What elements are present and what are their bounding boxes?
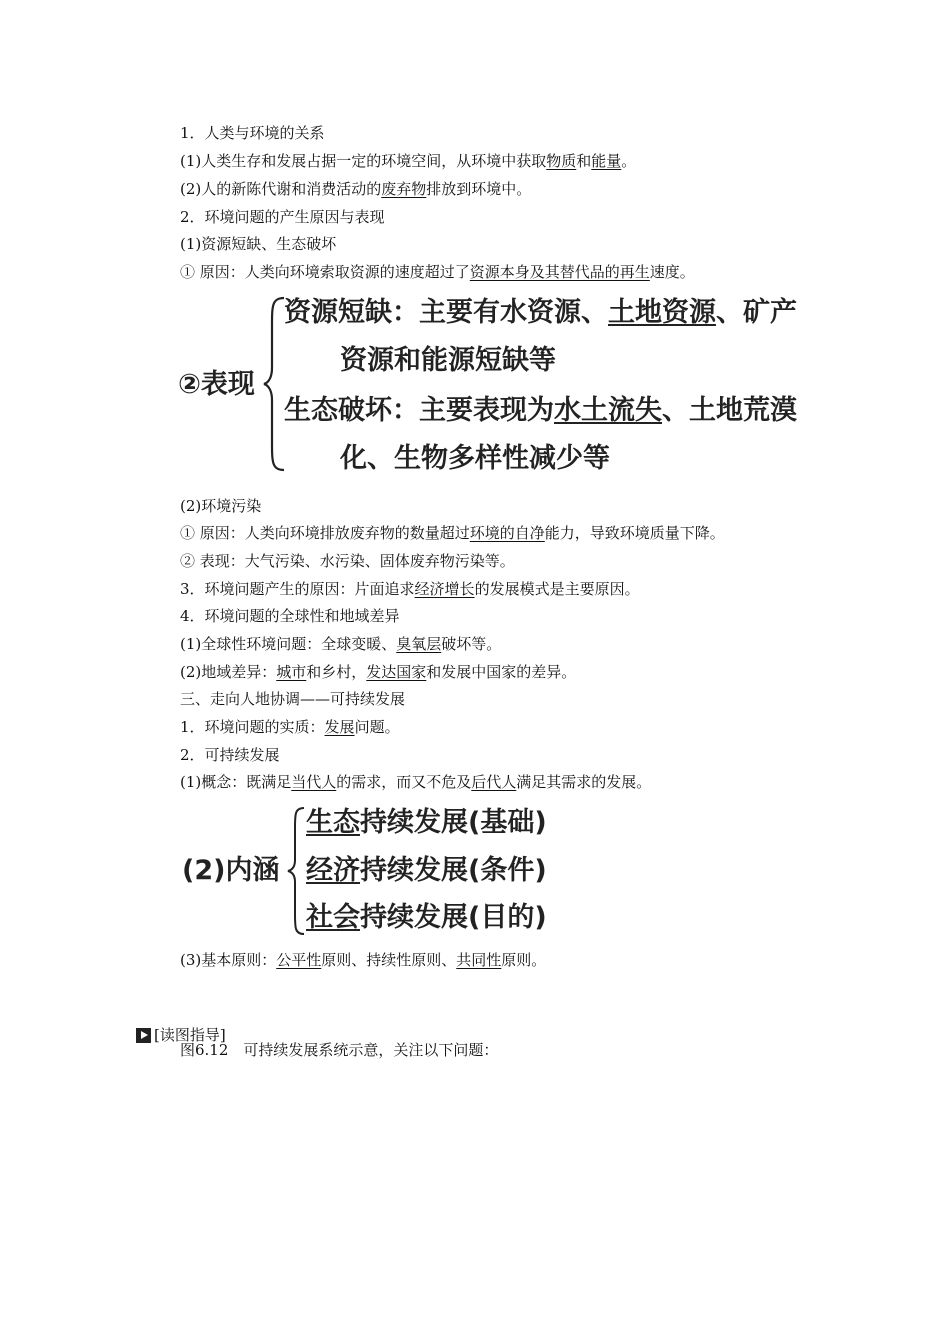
answer-blank: 后代人 bbox=[471, 773, 517, 791]
text-segment: 原则。 bbox=[501, 951, 547, 969]
text-line bbox=[180, 689, 405, 709]
block1-row1b: 资源和能源短缺等 bbox=[340, 345, 556, 376]
answer-blank: 环境的自净 bbox=[469, 524, 545, 542]
text-segment: 三、走向人地协调——可持续发展 bbox=[180, 690, 406, 708]
text-line bbox=[180, 234, 336, 254]
text-line bbox=[180, 551, 515, 571]
answer-blank: 公平性 bbox=[276, 951, 322, 969]
text-line bbox=[180, 745, 280, 765]
text-segment: 问题。 bbox=[354, 718, 400, 736]
text-segment: 速度。 bbox=[649, 263, 695, 281]
text-segment: 原则、持续性原则、 bbox=[321, 951, 457, 969]
answer-blank: 城市 bbox=[276, 663, 307, 681]
manifestation-label: ②表现 bbox=[178, 369, 255, 400]
answer-blank: 资源本身及其替代品的再生 bbox=[469, 263, 650, 281]
text-segment: 和发展中国家的差异。 bbox=[426, 663, 577, 681]
text-segment: 能力，导致环境质量下降。 bbox=[544, 524, 725, 542]
text-segment: (1)全球性环境问题：全球变暖、 bbox=[180, 635, 397, 653]
text-line bbox=[180, 634, 501, 654]
text-line bbox=[180, 207, 385, 227]
text-segment: (2)人的新陈代谢和消费活动的 bbox=[180, 180, 382, 198]
answer-blank: 共同性 bbox=[456, 951, 502, 969]
answer-blank: 臭氧层 bbox=[396, 635, 442, 653]
answer-blank: 物质 bbox=[546, 152, 577, 170]
text-line bbox=[180, 262, 695, 282]
text-segment: 3．环境问题产生的原因：片面追求 bbox=[180, 580, 415, 598]
connotation-diagram bbox=[182, 802, 602, 942]
text-segment: 2．可持续发展 bbox=[180, 746, 280, 764]
connotation-row2: 经济持续发展(条件) bbox=[306, 855, 547, 886]
text-segment: 图6.12 可持续发展系统示意，关注以下问题： bbox=[180, 1041, 499, 1059]
left-brace-icon bbox=[286, 806, 306, 936]
text-line bbox=[180, 662, 576, 682]
block1-row2b: 化、生物多样性减少等 bbox=[340, 443, 610, 474]
play-box-icon bbox=[136, 1028, 151, 1043]
text-line bbox=[180, 496, 261, 516]
text-segment: 和 bbox=[576, 152, 592, 170]
text-segment: (1)资源短缺、生态破坏 bbox=[180, 235, 337, 253]
connotation-row3: 社会持续发展(目的) bbox=[306, 902, 547, 933]
left-brace-icon bbox=[262, 296, 286, 472]
text-segment: (1)人类生存和发展占据一定的环境空间，从环境中获取 bbox=[180, 152, 547, 170]
block1-row1a: 资源短缺：主要有水资源、土地资源、矿产 bbox=[284, 297, 797, 328]
answer-blank: 废弃物 bbox=[381, 180, 427, 198]
text-segment: (3)基本原则： bbox=[180, 951, 277, 969]
text-line bbox=[180, 772, 651, 792]
text-segment: 2．环境问题的产生原因与表现 bbox=[180, 208, 385, 226]
answer-blank: 能量 bbox=[591, 152, 622, 170]
answer-blank: 发展 bbox=[324, 718, 355, 736]
text-segment: ② 表现：大气污染、水污染、固体废弃物污染等。 bbox=[180, 552, 515, 570]
text-segment: 的发展模式是主要原因。 bbox=[474, 580, 640, 598]
text-line bbox=[180, 950, 546, 970]
text-line bbox=[180, 579, 640, 599]
text-segment: 4．环境问题的全球性和地域差异 bbox=[180, 607, 400, 625]
text-line bbox=[180, 1040, 498, 1060]
connotation-label: (2)内涵 bbox=[182, 855, 280, 886]
text-segment: 。 bbox=[621, 152, 637, 170]
text-segment: ① 原因：人类向环境索取资源的速度超过了 bbox=[180, 263, 470, 281]
text-segment: (1)概念：既满足 bbox=[180, 773, 292, 791]
text-segment: ① 原因：人类向环境排放废弃物的数量超过 bbox=[180, 524, 470, 542]
reading-guide-heading bbox=[136, 1025, 226, 1045]
answer-blank: 当代人 bbox=[291, 773, 337, 791]
connotation-row1: 生态持续发展(基础) bbox=[306, 807, 547, 838]
text-segment: (2)地域差异： bbox=[180, 663, 277, 681]
text-line bbox=[180, 606, 400, 626]
text-segment: 1．人类与环境的关系 bbox=[180, 124, 325, 142]
answer-blank: 经济增长 bbox=[414, 580, 475, 598]
text-line bbox=[180, 123, 325, 143]
text-line bbox=[180, 523, 725, 543]
text-line bbox=[180, 717, 400, 737]
manifestation-diagram bbox=[178, 290, 818, 480]
text-segment: 1．环境问题的实质： bbox=[180, 718, 325, 736]
text-segment: 排放到环境中。 bbox=[426, 180, 532, 198]
text-segment: 的需求，而又不危及 bbox=[336, 773, 472, 791]
answer-blank: 发达国家 bbox=[366, 663, 427, 681]
text-segment: 破坏等。 bbox=[441, 635, 502, 653]
text-segment: 和乡村， bbox=[306, 663, 367, 681]
text-line bbox=[180, 179, 531, 199]
text-segment: 满足其需求的发展。 bbox=[516, 773, 652, 791]
text-line bbox=[180, 151, 636, 171]
block1-row2a: 生态破坏：主要表现为水土流失、土地荒漠 bbox=[284, 395, 797, 426]
text-segment: (2)环境污染 bbox=[180, 497, 262, 515]
reading-guide-label: [读图指导] bbox=[154, 1026, 226, 1044]
